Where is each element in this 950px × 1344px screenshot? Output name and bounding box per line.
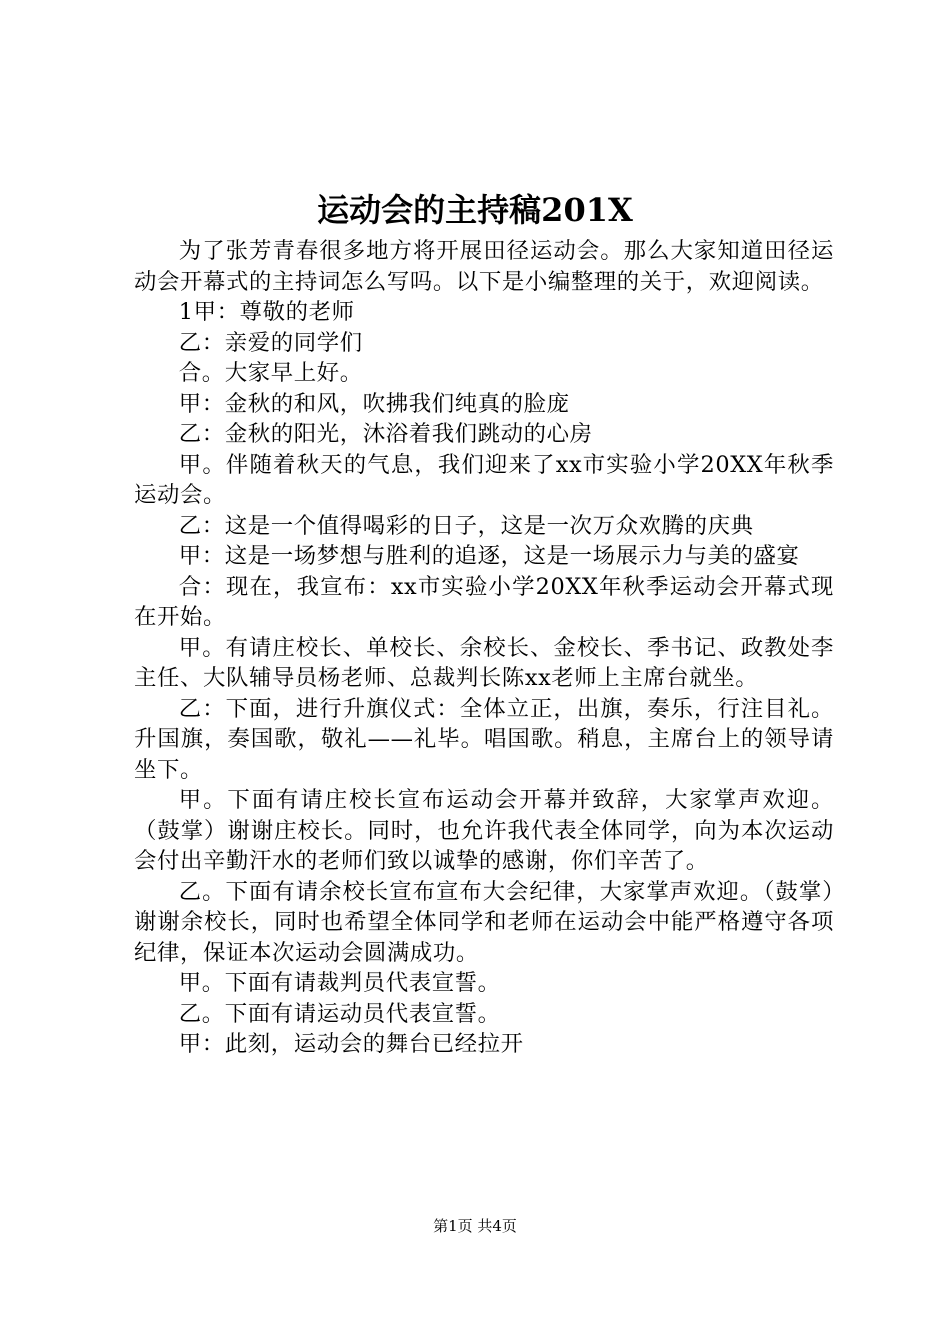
paragraph: 合。大家早上好。 [178,360,363,386]
paragraph: 合：现在，我宣布：xx市实验小学20XX年秋季运动会开幕式现在开始。 [134,573,834,630]
paragraph: 乙：下面，进行升旗仪式：全体立正，出旗，奏乐，行注目礼。升国旗，奏国歌，敬礼——礼毕。唱国歌。稍息，主席台上的领导请坐下。 [134,695,834,783]
paragraph: 为了张芳青春很多地方将开展田径运动会。那么大家知道田径运动会开幕式的主持词怎么写吗。以下是小编整理的关于，欢迎阅读。 [134,238,834,295]
paragraph: 1甲：尊敬的老师 [178,299,355,325]
paragraph: 甲：这是一场梦想与胜利的追逐，这是一场展示力与美的盛宴 [178,543,800,569]
paragraph: 甲。下面有请裁判员代表宣誓。 [178,970,501,996]
paragraph: 甲。有请庄校长、单校长、余校长、金校长、季书记、政教处李主任、大队辅导员杨老师、总裁判长陈xx老师上主席台就坐。 [134,634,834,691]
document-body [134,236,834,1060]
page-footer: 第1页 共4页 [433,1217,517,1235]
paragraph: 甲：此刻，运动会的舞台已经拉开 [178,1031,524,1057]
paragraph: 乙。下面有请运动员代表宣誓。 [178,1000,501,1027]
paragraph: 乙。下面有请余校长宣布宣布大会纪律，大家掌声欢迎。（鼓掌）谢谢余校长，同时也希望全体同学和老师在运动会中能严格遵守各项纪律，保证本次运动会圆满成功。 [134,878,834,966]
paragraph: 甲：金秋的和风，吹拂我们纯真的脸庞 [178,390,570,417]
paragraph: 乙：亲爱的同学们 [178,329,363,356]
paragraph: 甲。伴随着秋天的气息，我们迎来了xx市实验小学20XX年秋季运动会。 [134,451,834,508]
document-title: 运动会的主持稿201X [317,191,633,229]
paragraph: 甲。下面有请庄校长宣布运动会开幕并致辞，大家掌声欢迎。（鼓掌）谢谢庄校长。同时，也允许我代表全体同学，向为本次运动会付出辛勤汗水的老师们致以诚挚的感谢，你们辛苦了。 [134,787,834,874]
paragraph: 乙：金秋的阳光，沐浴着我们跳动的心房 [178,421,593,447]
paragraph: 乙：这是一个值得喝彩的日子，这是一次万众欢腾的庆典 [178,512,754,539]
